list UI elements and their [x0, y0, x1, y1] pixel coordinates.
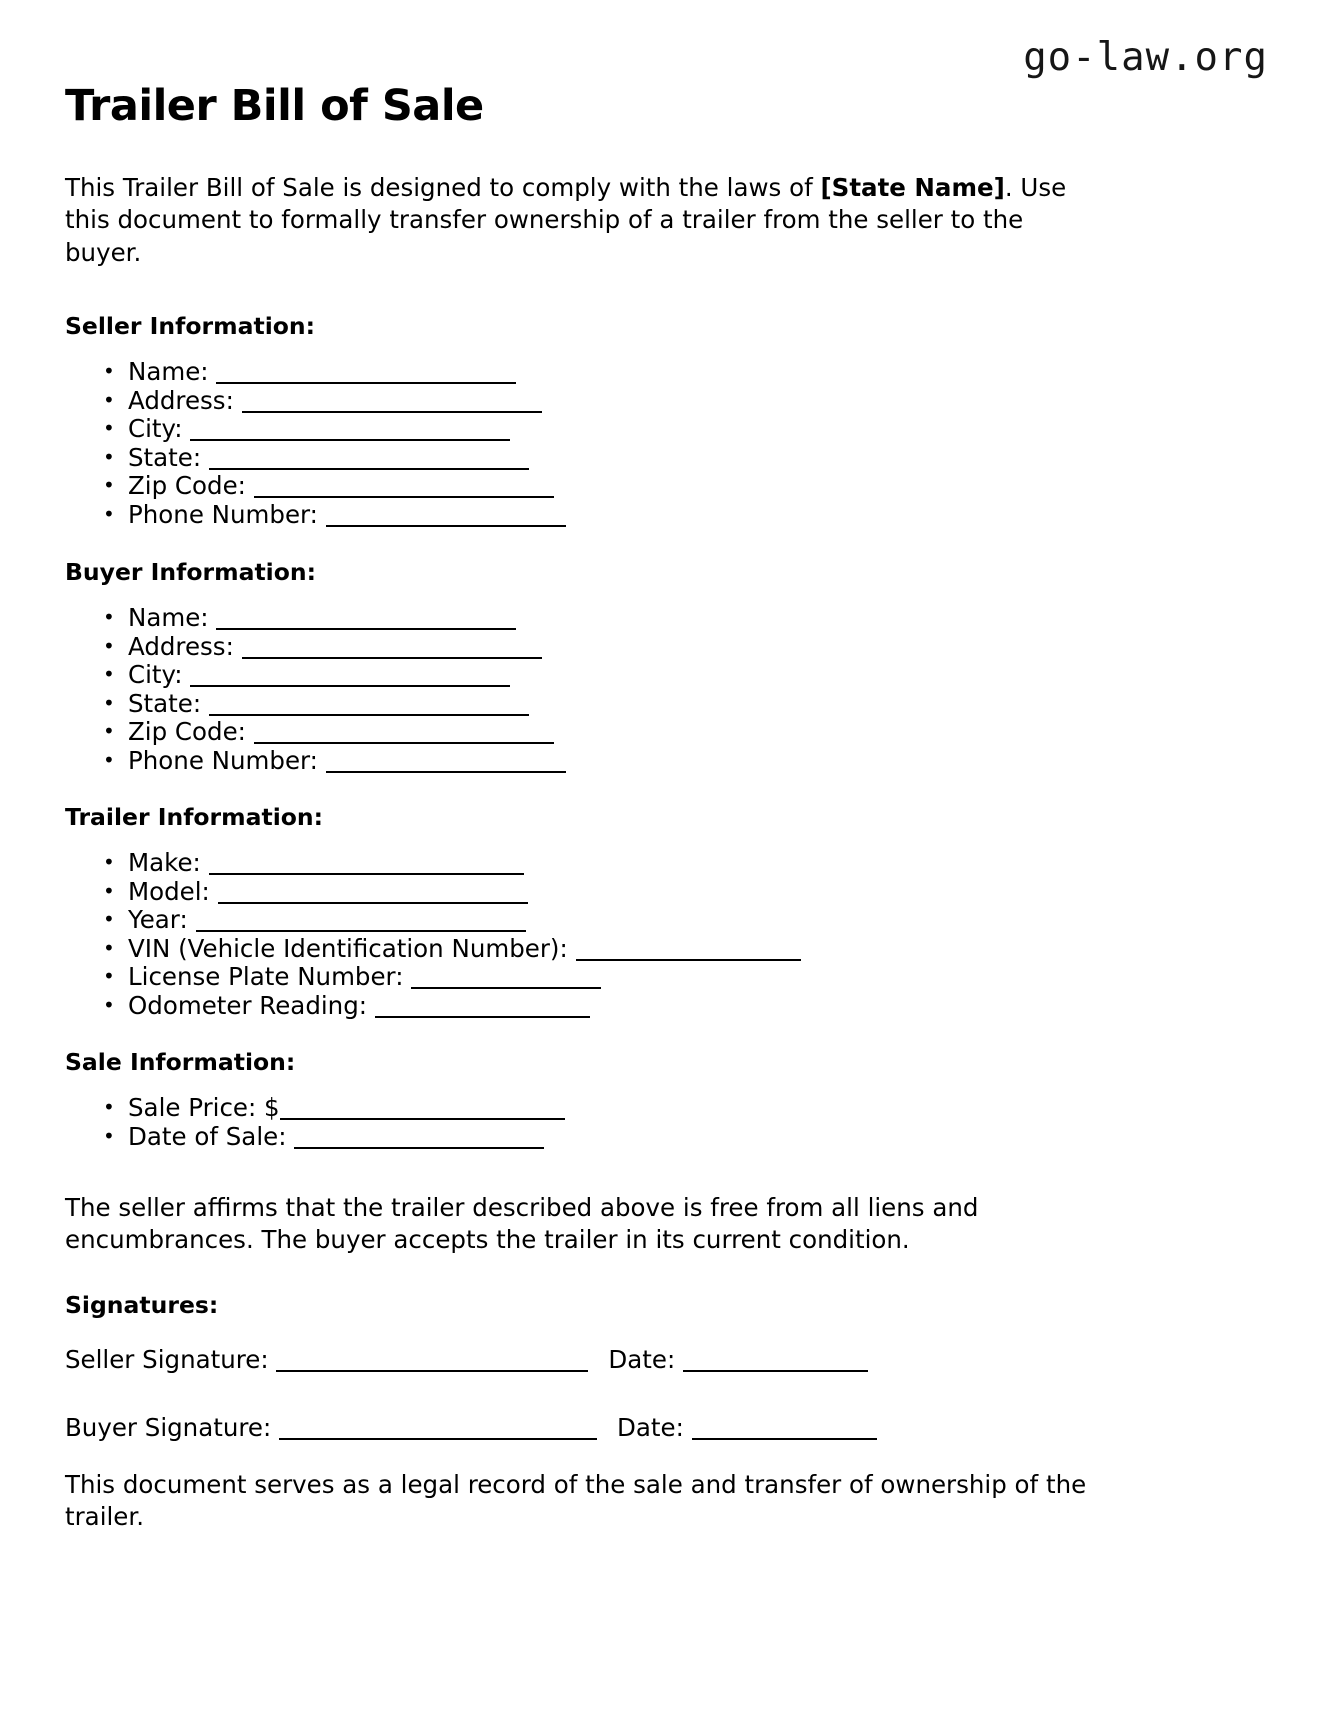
seller-information-section: [65, 312, 1175, 529]
field-row: [103, 849, 1175, 878]
signature-label: Buyer Signature:: [65, 1412, 280, 1442]
sale-fields-list: [65, 1094, 1175, 1151]
trailer-section-heading: Trailer Information:: [65, 803, 324, 831]
field-blank-line[interactable]: [209, 858, 524, 875]
field-blank-line[interactable]: [411, 972, 601, 989]
field-blank-line[interactable]: [254, 727, 554, 744]
trailer-fields-list: [65, 849, 1175, 1020]
field-blank-line[interactable]: [375, 1001, 590, 1018]
buyer-fields-list: [65, 604, 1175, 775]
intro-paragraph: [65, 172, 1100, 269]
field-blank-line[interactable]: [280, 1103, 565, 1120]
field-blank-line[interactable]: [326, 756, 566, 773]
signature-row: [65, 1413, 1175, 1442]
field-label: City:: [128, 660, 183, 690]
field-blank-line[interactable]: [209, 699, 529, 716]
buyer-information-section: [65, 558, 1175, 775]
field-blank-line[interactable]: [190, 424, 510, 441]
field-row: [103, 661, 1175, 690]
field-blank-line[interactable]: [254, 481, 554, 498]
field-blank-line[interactable]: [242, 396, 542, 413]
state-name-placeholder: [State Name]: [820, 173, 1005, 202]
signatures-section: [65, 1291, 1175, 1442]
field-row: [103, 690, 1175, 719]
field-label: Phone Number:: [128, 745, 318, 775]
field-label: City:: [128, 414, 183, 444]
field-label: Name:: [128, 357, 209, 387]
buyer-section-heading: Buyer Information:: [65, 558, 317, 586]
field-row: [103, 387, 1175, 416]
field-label: Phone Number:: [128, 499, 318, 529]
sale-information-section: [65, 1048, 1175, 1151]
sale-section-heading: Sale Information:: [65, 1048, 296, 1076]
field-blank-line[interactable]: [576, 944, 801, 961]
field-row: [103, 604, 1175, 633]
field-label: Year:: [128, 905, 188, 935]
field-row: [103, 718, 1175, 747]
field-row: [103, 633, 1175, 662]
date-label: Date:: [608, 1345, 684, 1375]
field-blank-line[interactable]: [190, 670, 510, 687]
field-label: Date of Sale:: [128, 1121, 287, 1151]
intro-text-after: . Use this document to formally transfer ownership of a trailer from the seller to the buyer.: [65, 173, 1067, 267]
field-blank-line[interactable]: [216, 613, 516, 630]
field-blank-line[interactable]: [294, 1132, 544, 1149]
field-label: Zip Code:: [128, 717, 246, 747]
signature-row: [65, 1345, 1175, 1374]
signature-rows: [65, 1345, 1175, 1442]
signature-blank-line[interactable]: [279, 1423, 597, 1440]
field-label: State:: [128, 688, 202, 718]
trailer-information-section: [65, 803, 1175, 1020]
field-label: Odometer Reading:: [128, 990, 368, 1020]
field-blank-line[interactable]: [242, 642, 542, 659]
field-row: [103, 1094, 1175, 1123]
field-label: State:: [128, 442, 202, 472]
date-label: Date:: [617, 1412, 692, 1442]
field-row: [103, 444, 1175, 473]
footer-note: This document serves as a legal record of the sale and transfer of ownership of the trailer.: [65, 1470, 1087, 1532]
field-blank-line[interactable]: [218, 887, 528, 904]
field-row: [103, 501, 1175, 530]
affirmation-paragraph: The seller affirms that the trailer described above is free from all liens and encumbrances. The buyer accepts the trailer in its current condition.: [65, 1193, 979, 1255]
date-blank-line[interactable]: [692, 1423, 877, 1440]
field-label: Zip Code:: [128, 471, 246, 501]
field-blank-line[interactable]: [216, 367, 516, 384]
field-label: Name:: [128, 603, 209, 633]
field-row: [103, 1123, 1175, 1152]
field-row: [103, 472, 1175, 501]
field-row: [103, 963, 1175, 992]
field-label: Make:: [128, 848, 201, 878]
document-content: [65, 81, 1175, 1532]
signature-label: Seller Signature:: [65, 1345, 277, 1375]
field-row: [103, 747, 1175, 776]
field-label: Address:: [128, 385, 234, 415]
seller-section-heading: Seller Information:: [65, 312, 316, 340]
field-label: VIN (Vehicle Identification Number):: [128, 933, 568, 963]
field-row: [103, 992, 1175, 1021]
field-blank-line[interactable]: [209, 453, 529, 470]
intro-text-before: This Trailer Bill of Sale is designed to comply with the laws of: [65, 173, 821, 202]
field-row: [103, 878, 1175, 907]
signatures-heading: Signatures:: [65, 1291, 219, 1319]
field-label: Sale Price: $: [128, 1093, 280, 1123]
date-blank-line[interactable]: [683, 1355, 868, 1372]
site-logo: go-law.org: [1023, 35, 1268, 80]
field-label: Model:: [128, 876, 210, 906]
field-blank-line[interactable]: [196, 915, 526, 932]
field-row: [103, 415, 1175, 444]
seller-fields-list: [65, 358, 1175, 529]
field-label: Address:: [128, 631, 234, 661]
field-row: [103, 358, 1175, 387]
field-label: License Plate Number:: [128, 962, 404, 992]
signature-blank-line[interactable]: [276, 1355, 588, 1372]
page-title: Trailer Bill of Sale: [65, 81, 484, 131]
field-row: [103, 935, 1175, 964]
field-row: [103, 906, 1175, 935]
field-blank-line[interactable]: [326, 510, 566, 527]
